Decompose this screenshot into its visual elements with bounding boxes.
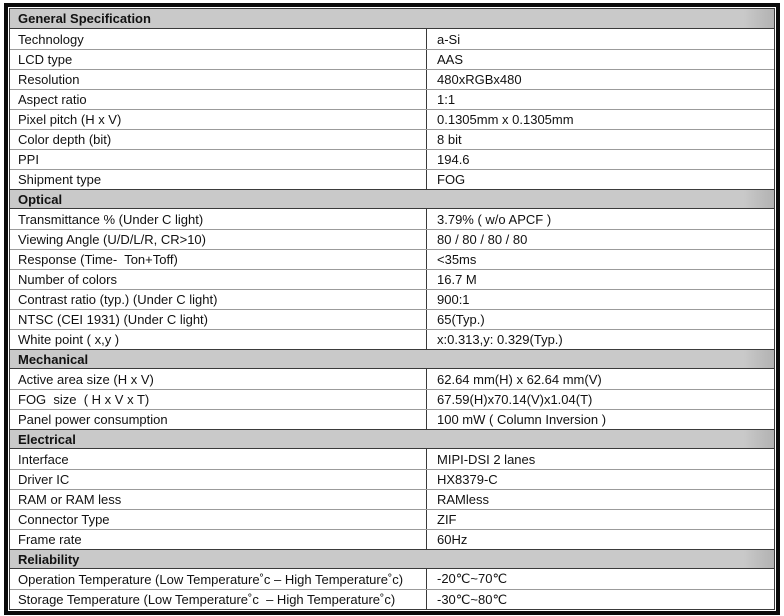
table-row: [10, 289, 774, 309]
spec-label: Aspect ratio: [18, 92, 87, 107]
spec-value: 480xRGBx480: [426, 70, 774, 89]
spec-label: Viewing Angle (U/D/L/R, CR>10): [18, 232, 206, 247]
spec-value: 0.1305mm x 0.1305mm: [426, 110, 774, 129]
table-row: [10, 29, 774, 49]
spec-label: Active area size (H x V): [18, 371, 154, 387]
section-title: General Specification: [18, 11, 151, 26]
spec-label: Color depth (bit): [18, 132, 112, 147]
table-row: [10, 69, 774, 89]
spec-value: -30℃~80℃: [426, 590, 774, 609]
table-row: [10, 449, 774, 469]
spec-value: x:0.313,y: 0.329(Typ.): [426, 330, 774, 349]
spec-label: Connector Type: [18, 512, 110, 527]
spec-value: 1:1: [426, 90, 774, 109]
table-row: [10, 49, 774, 69]
spec-label: Resolution: [18, 72, 80, 87]
spec-value: FOG: [426, 170, 774, 189]
table-row: [10, 469, 774, 489]
spec-label: Shipment type: [18, 172, 102, 187]
table-row: [10, 149, 774, 169]
section-title: Electrical: [18, 431, 76, 447]
table-row: [10, 489, 774, 509]
spec-label: Operation Temperature (Low Temperature˚c – High Temperature˚c): [18, 571, 404, 587]
table-row: [10, 369, 774, 389]
spec-label: Frame rate: [18, 532, 82, 547]
table-row: [10, 109, 774, 129]
spec-label: PPI: [18, 152, 39, 167]
spec-value: 194.6: [426, 150, 774, 169]
specification-table: [9, 8, 775, 610]
spec-value: 80 / 80 / 80 / 80: [426, 230, 774, 249]
section-header-general: [10, 9, 774, 29]
spec-value: MIPI-DSI 2 lanes: [426, 449, 774, 469]
table-row: [10, 329, 774, 349]
spec-value: 60Hz: [426, 530, 774, 549]
table-row: [10, 269, 774, 289]
spec-value: -20℃~70℃: [426, 569, 774, 589]
spec-label: Interface: [18, 451, 69, 467]
spec-label: Driver IC: [18, 472, 70, 487]
spec-value: 62.64 mm(H) x 62.64 mm(V): [426, 369, 774, 389]
section-title: Mechanical: [18, 351, 89, 367]
spec-value: 8 bit: [426, 130, 774, 149]
section-title: Optical: [18, 191, 63, 207]
table-row: [10, 249, 774, 269]
spec-value: a-Si: [426, 29, 774, 49]
section-header-reliability: [10, 549, 774, 569]
table-row: [10, 209, 774, 229]
table-frame: [4, 3, 780, 615]
table-row: [10, 129, 774, 149]
table-row: [10, 89, 774, 109]
spec-value: 3.79% ( w/o APCF ): [426, 209, 774, 229]
spec-value: <35ms: [426, 250, 774, 269]
spec-label: Pixel pitch (H x V): [18, 112, 122, 127]
spec-label: Number of colors: [18, 272, 117, 287]
table-row: [10, 589, 774, 609]
spec-value: ZIF: [426, 510, 774, 529]
table-row: [10, 509, 774, 529]
spec-value: RAMless: [426, 490, 774, 509]
table-row: [10, 389, 774, 409]
spec-value: 65(Typ.): [426, 310, 774, 329]
section-header-mechanical: [10, 349, 774, 369]
spec-value: HX8379-C: [426, 470, 774, 489]
spec-label: Storage Temperature (Low Temperature˚c – High Temperature˚c): [18, 592, 396, 607]
table-row: [10, 169, 774, 189]
table-row: [10, 569, 774, 589]
spec-label: Panel power consumption: [18, 412, 168, 427]
spec-value: AAS: [426, 50, 774, 69]
spec-label: Response (Time- Ton+Toff): [18, 252, 178, 267]
table-row: [10, 309, 774, 329]
spec-value: 100 mW ( Column Inversion ): [426, 410, 774, 429]
spec-value: 67.59(H)x70.14(V)x1.04(T): [426, 390, 774, 409]
spec-value: 16.7 M: [426, 270, 774, 289]
table-row: [10, 529, 774, 549]
section-header-optical: [10, 189, 774, 209]
table-row: [10, 229, 774, 249]
spec-label: White point ( x,y ): [18, 332, 120, 347]
spec-label: LCD type: [18, 52, 73, 67]
spec-label: RAM or RAM less: [18, 492, 122, 507]
spec-label: FOG size ( H x V x T): [18, 392, 150, 407]
spec-label: Technology: [18, 31, 84, 47]
spec-label: NTSC (CEI 1931) (Under C light): [18, 312, 208, 327]
spec-label: Transmittance % (Under C light): [18, 211, 204, 227]
spec-label: Contrast ratio (typ.) (Under C light): [18, 292, 218, 307]
section-title: Reliability: [18, 551, 80, 567]
spec-value: 900:1: [426, 290, 774, 309]
table-row: [10, 409, 774, 429]
section-header-electrical: [10, 429, 774, 449]
